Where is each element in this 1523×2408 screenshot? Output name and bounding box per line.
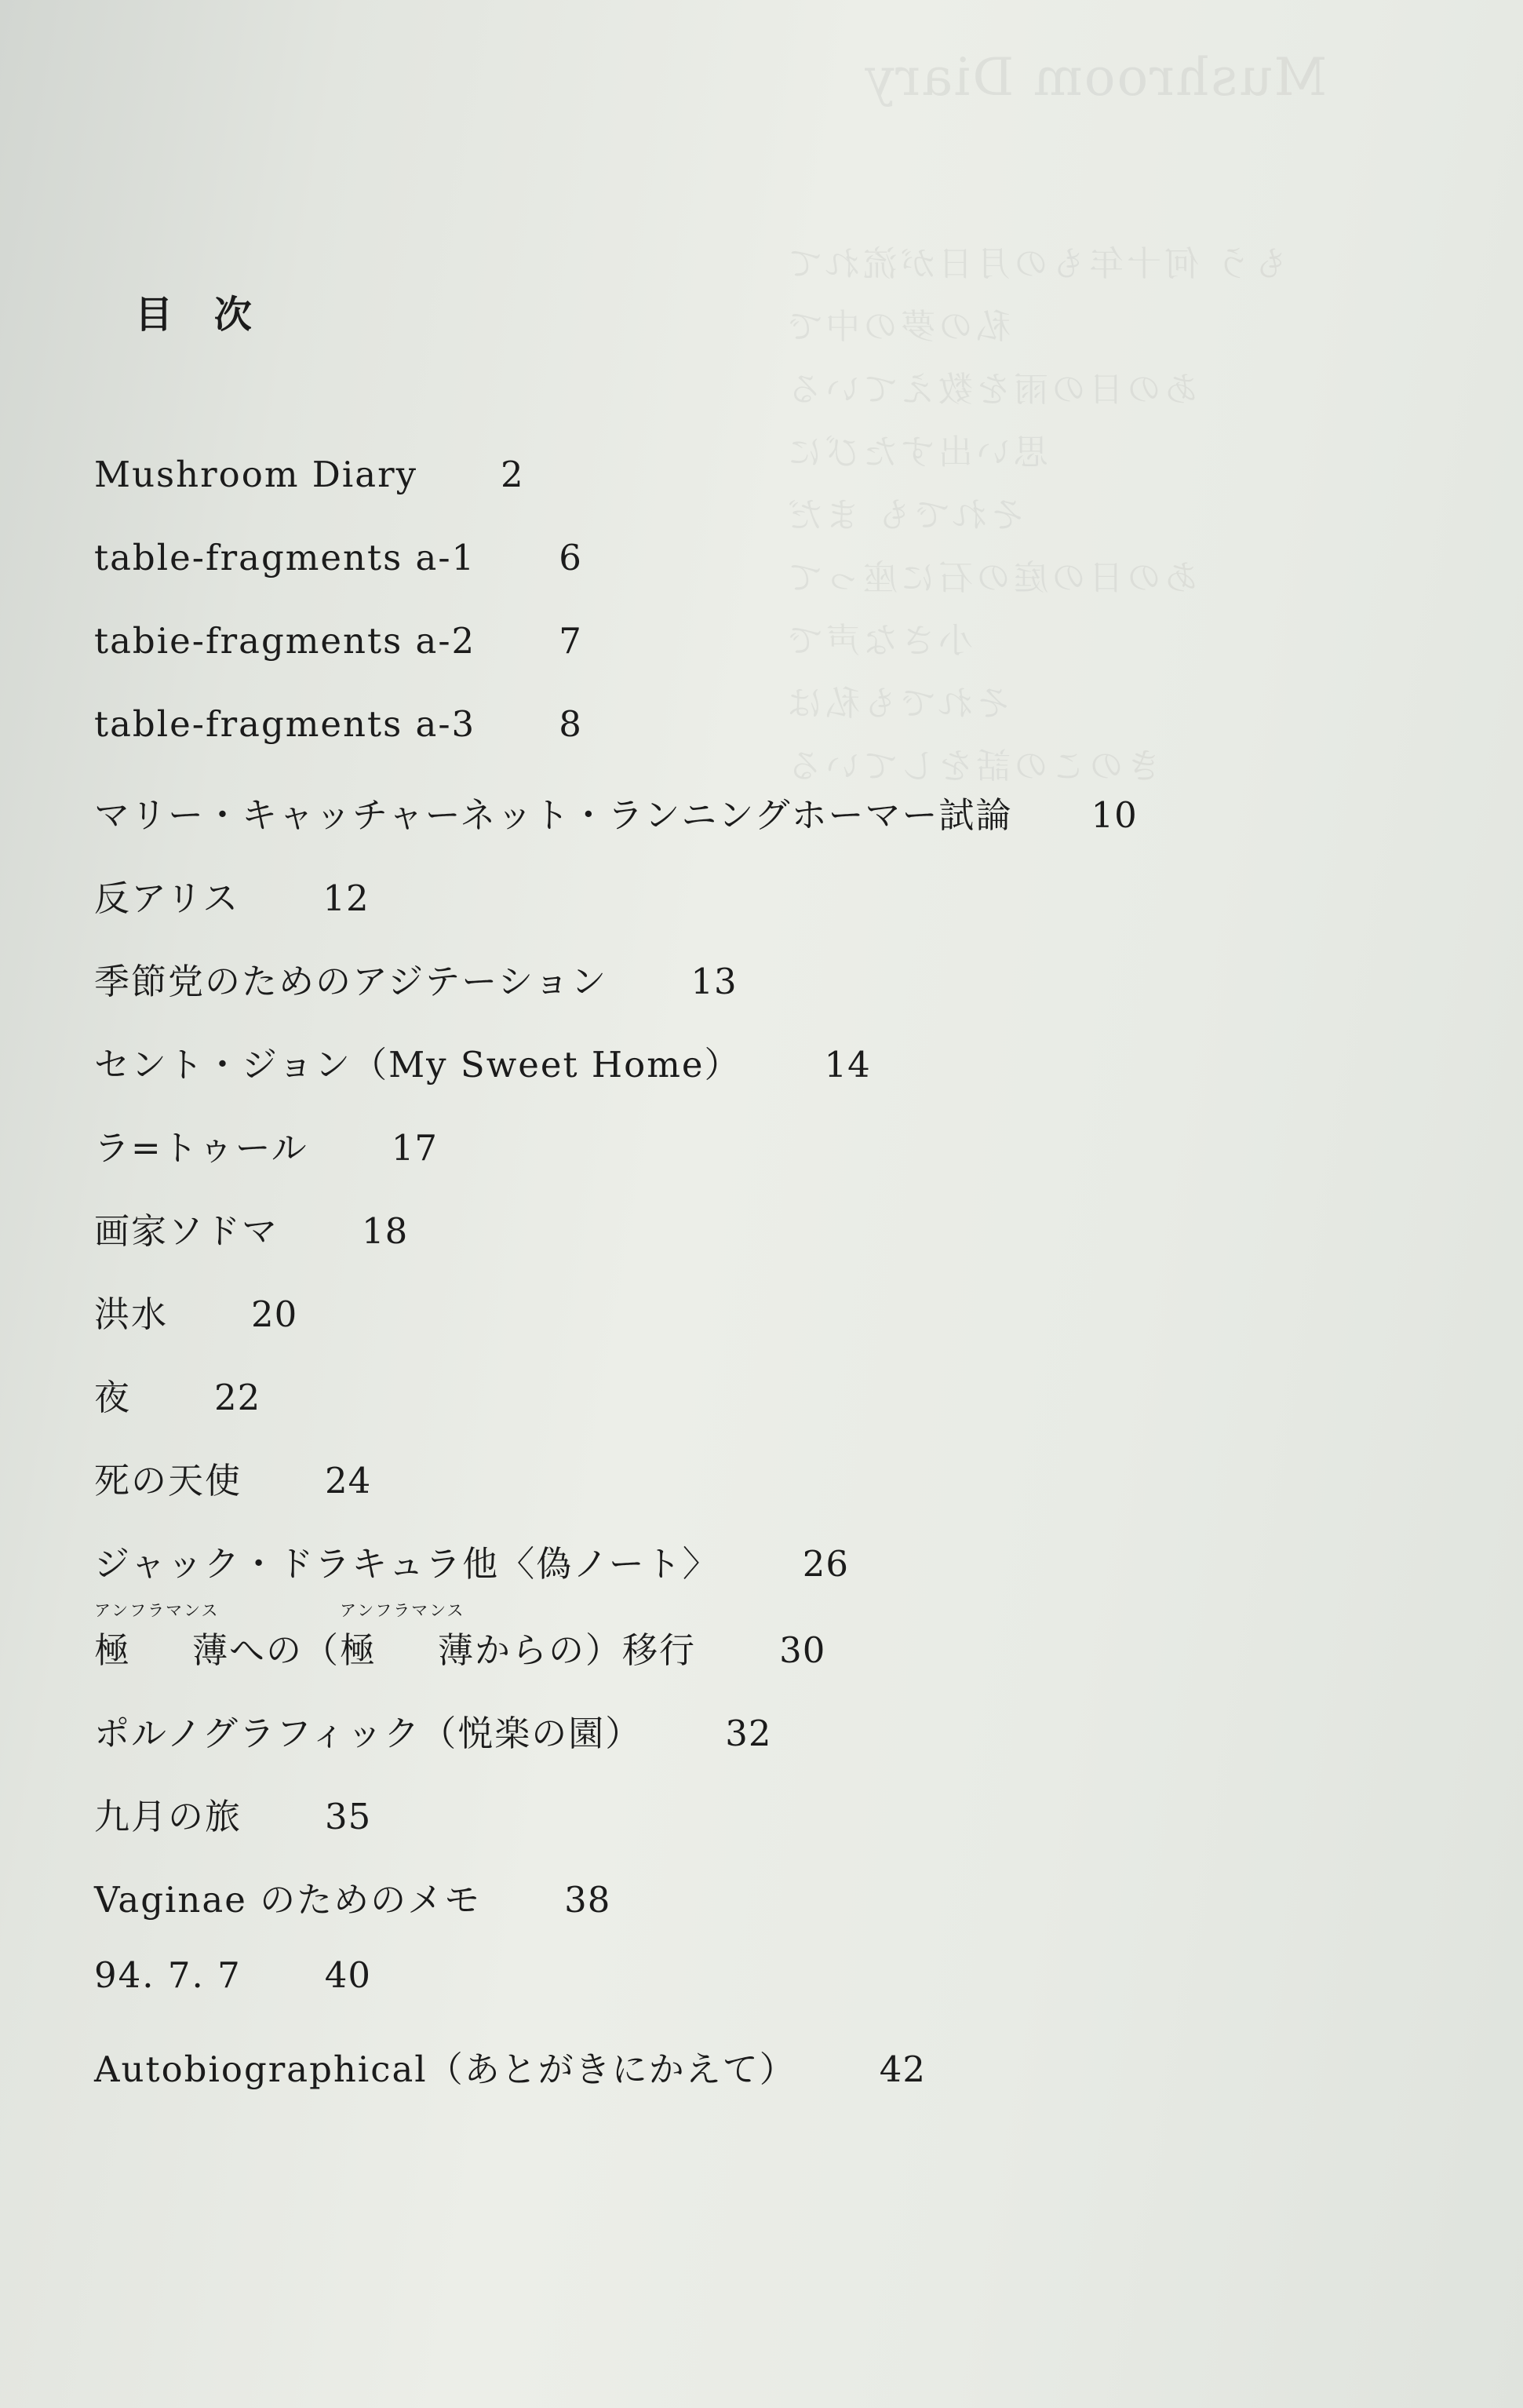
toc-entry-page: 40 — [324, 1954, 372, 1996]
toc-entry — [94, 1705, 772, 1756]
toc-entry — [94, 1202, 408, 1253]
toc-entry-title: Vaginae のためのメモ — [94, 1879, 482, 1921]
toc-entry-page: 38 — [564, 1879, 611, 1921]
toc-entry — [94, 454, 524, 495]
ruby-base: アンフラマンス 極 — [340, 1622, 377, 1673]
toc-entry — [94, 1535, 849, 1586]
toc-entry-title: 画家ソドマ — [94, 1210, 279, 1252]
toc-entry-page: 24 — [325, 1460, 372, 1501]
toc-entry-page: 22 — [214, 1377, 261, 1418]
facing-page-line: それでも私は — [785, 684, 1011, 724]
toc-entry-page: 17 — [391, 1127, 438, 1169]
facing-page-title: Mushroom Diary — [863, 47, 1328, 108]
toc-entry — [94, 870, 370, 921]
toc-entry — [94, 703, 582, 745]
toc-entry-page: 20 — [251, 1293, 298, 1335]
ruby-reading: アンフラマンス — [340, 1601, 465, 1620]
toc-entry-page: 7 — [559, 620, 582, 662]
toc-entry-title: 九月の旅 — [94, 1796, 242, 1837]
toc-entry — [94, 1954, 371, 1996]
facing-page-line: もう 何十年もの月日が流れて — [785, 244, 1288, 284]
toc-entry-page: 2 — [501, 454, 524, 495]
facing-page-line: 私の夢の中で — [785, 307, 1011, 347]
toc-entry — [94, 620, 582, 662]
facing-page-line: あの日の庭の石に座って — [785, 558, 1199, 598]
toc-entry — [94, 1601, 826, 1673]
ruby-reading: アンフラマンス — [94, 1601, 220, 1620]
toc-entry-title: アンフラマンス 極 薄への（ アンフラマンス 極 薄からの）移行 — [94, 1622, 696, 1673]
toc-entry-page: 13 — [690, 961, 738, 1002]
toc-entry-page: 10 — [1091, 794, 1138, 836]
facing-page-line: きのこの話をしている — [785, 746, 1161, 786]
toc-entry-page: 35 — [325, 1796, 372, 1837]
toc-entry-title: Autobiographical（あとがきにかえて） — [94, 2049, 796, 2090]
toc-entry-page: 8 — [559, 703, 582, 745]
toc-entry — [94, 1036, 871, 1087]
ruby-base: アンフラマンス 極 — [94, 1622, 131, 1673]
toc-entry-title: Mushroom Diary — [94, 454, 418, 495]
toc-entry-page: 12 — [322, 877, 370, 919]
toc-entry-page: 18 — [362, 1210, 409, 1252]
toc-entry-page: 42 — [879, 2049, 926, 2090]
toc-entry — [94, 786, 1138, 837]
toc-entry-title: table-fragments a-1 — [94, 537, 476, 578]
toc-entry-title: 反アリス — [94, 877, 240, 919]
toc-entry — [94, 1286, 297, 1337]
toc-entry-title: ラ=トゥール — [94, 1127, 308, 1169]
toc-entry-title: セント・ジョン（My Sweet Home） — [94, 1044, 741, 1085]
facing-page-line: あの日の雨を数えている — [785, 370, 1199, 410]
toc-entry-page: 14 — [824, 1044, 871, 1085]
toc-entry-title: tabie-fragments a-2 — [94, 620, 476, 662]
toc-heading: 目 次 — [135, 293, 266, 337]
toc-entry-title: 夜 — [94, 1377, 132, 1418]
toc-entry — [94, 1369, 261, 1420]
toc-entry-title: ポルノグラフィック（悦楽の園） — [94, 1713, 643, 1754]
toc-entry — [94, 1871, 610, 1922]
toc-entry — [94, 1788, 371, 1839]
toc-entry-title: 洪水 — [94, 1293, 169, 1335]
toc-entry-title: table-fragments a-3 — [94, 703, 476, 745]
facing-page-line: それでも まだ — [785, 495, 1025, 535]
toc-entry — [94, 2041, 926, 2092]
toc-entry-page: 6 — [559, 537, 582, 578]
toc-entry-title: 94. 7. 7 — [94, 1954, 242, 1996]
toc-entry-title: 季節党のためのアジテーション — [94, 961, 608, 1002]
toc-entry — [94, 537, 582, 578]
toc-entry — [94, 1119, 438, 1170]
facing-page-line: 思い出すたびに — [785, 432, 1048, 472]
toc-entry — [94, 1452, 371, 1503]
toc-entry-title: ジャック・ドラキュラ他〈偽ノート〉 — [94, 1543, 720, 1585]
toc-entry-page: 30 — [779, 1629, 826, 1671]
toc-entry-title: 死の天使 — [94, 1460, 242, 1501]
toc-entry-page: 32 — [725, 1713, 772, 1754]
toc-entry-title: マリー・キャッチャーネット・ランニングホーマー試論 — [94, 794, 1013, 836]
toc-entry-page: 26 — [802, 1543, 850, 1585]
toc-entry — [94, 953, 738, 1004]
facing-page-line: 小さな声で — [785, 621, 973, 661]
